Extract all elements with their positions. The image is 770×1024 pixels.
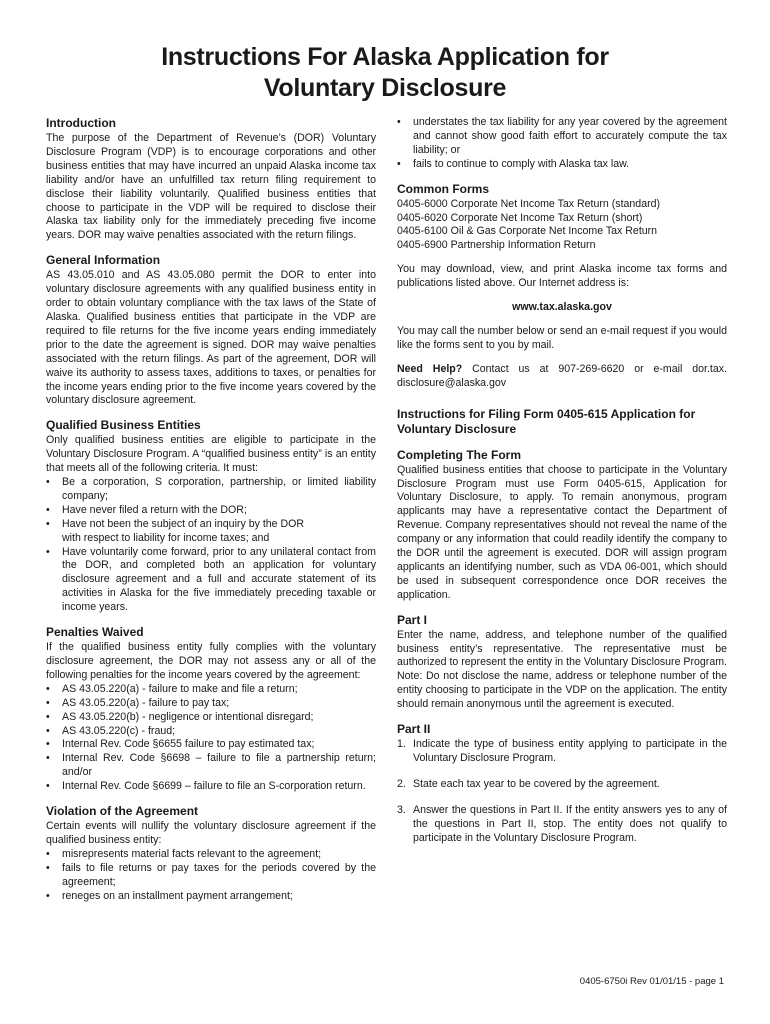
need-help-label: Need Help? [397,362,463,375]
introduction-heading: Introduction [46,116,116,130]
list-item: • Have not been the subject of an inquiry by the DOR [46,518,376,532]
section-violation [46,804,376,903]
list-item: 3. Answer the questions in Part II. If the entity answers yes to any of the questions in Part II, stop. The entity does not qualify to participate in the Voluntary Disclosure Program. [397,803,727,844]
right-column [397,116,727,846]
list-item: • AS 43.05.220(c) - fraud; [46,725,376,739]
form-line: 0405-6100 Oil & Gas Corporate Net Income Tax Return [397,225,658,238]
qualified-entities-text: Only qualified business entities are eligible to participate in the Voluntary Disclosure Program. A “qualified business entity” is an entity that meets all of the following criteria. It must: [46,434,376,475]
penalties-text: If the qualified business entity fully complies with the voluntary disclosure agreement, the DOR may not assess any or all of the following penalties for the income years covered by the agreement: [46,641,376,681]
document-title [0,42,770,104]
form-line: 0405-6000 Corporate Net Income Tax Return (standard) [397,197,661,210]
list-item: • reneges on an installment payment arrangement; [46,890,376,904]
completing-form-heading: Completing The Form [397,447,521,462]
form-line: 0405-6900 Partnership Information Return [397,239,596,252]
list-item: • AS 43.05.220(a) - failure to pay tax; [46,697,376,711]
violation-text: Certain events will nullify the voluntary disclosure agreement if the qualified business entity: [46,820,376,846]
violation-list-continued [397,116,727,172]
list-item: 2. State each tax year to be covered by the agreement. [397,777,660,790]
list-item: • Have never filed a return with the DOR; [46,504,376,518]
download-text: You may download, view, and print Alaska income tax forms and publications listed above. Our Internet address is: [397,263,727,290]
qualified-entities-heading: Qualified Business Entities [46,418,201,433]
part-2-list [397,738,727,845]
filing-instructions-heading: Instructions for Filing Form 0405-615 Application for Voluntary Disclosure [397,406,696,436]
title-line-1: Instructions For Alaska Application for [161,43,609,71]
part-2-heading: Part II [397,722,431,737]
title-line-2: Voluntary Disclosure [263,74,507,102]
list-item: • Internal Rev. Code §6698 – failure to file a partnership return; and/or [46,752,376,780]
list-item: 1. Indicate the type of business entity applying to participate in the Voluntary Disclosure Program. [397,738,727,764]
qualified-criteria-list [46,476,376,615]
website-link[interactable]: www.tax.alaska.gov [512,301,612,314]
page-footer: 0405-6750i Rev 01/01/15 - page 1 [579,976,724,987]
section-penalties-waived [46,625,376,794]
section-part-2 [397,722,727,845]
completing-form-text: Qualified business entities that choose to participate in the Voluntary Disclosure Program must use Form 0405-615, Application for Voluntary Disclosure, to apply. To remain anonymous, program applicants may have a representative contact the Department of Revenue. Company representatives should not reveal the name of the company or any information that could readily identify the company to the DOR until the agreement is executed. DOR will assign program applicants an identifying number, such as VDA 06-001, which should be used in subsequent correspondence once DOR receives the application. [397,463,727,601]
violation-heading: Violation of the Agreement [46,804,199,819]
violation-list [46,848,376,904]
list-item: • AS 43.05.220(b) - negligence or intentional disregard; [46,711,376,725]
penalties-list [46,683,376,794]
part-1-heading: Part I [397,612,428,627]
list-item: • Have voluntarily come forward, prior to any unilateral contact from the DOR, and completed both an application for voluntary disclosure agreement and a full and accurate statement of its activities in Alaska for the five immediately preceding taxable or income years. [46,546,376,616]
list-item: • misrepresents material facts relevant to the agreement; [46,848,376,862]
penalties-heading: Penalties Waived [46,625,144,640]
list-item-continuation: with respect to liability for income taxes; and [62,531,270,544]
call-text: You may call the number below or send an e-mail request if you would like the forms sent to you by mail. [397,324,727,351]
introduction-text: The purpose of the Department of Revenue’s (DOR) Voluntary Disclosure Program (VDP) is to encourage corporations and other business entities that may have incurred an unpaid Alaska income tax liability and/or have an unfulfilled tax return filing requirement to disclose their liability voluntarily. Qualified business entities that choose to participate in the VDP will be required to disclose their Alaska tax liability only for the immediately preceding five income years. DOR may waive penalties associated with the return filings. [46,132,376,242]
common-forms-heading: Common Forms [397,181,490,196]
list-item: • Internal Rev. Code §6655 failure to pay estimated tax; [46,738,376,752]
list-item: • understates the tax liability for any year covered by the agreement and cannot show good faith effort to accurately compute the tax liability; or [397,116,727,158]
list-item: • Internal Rev. Code §6699 – failure to file an S-corporation return. [46,780,376,794]
section-introduction [46,116,376,243]
list-item: • Be a corporation, S corporation, partnership, or limited liability company; [46,476,376,504]
section-general-information [46,253,376,408]
general-information-heading: General Information [46,253,161,268]
general-information-text: AS 43.05.010 and AS 43.05.080 permit the DOR to enter into voluntary disclosure agreements with any qualified business entity in order to obtain voluntary compliance with the tax laws of the State of Alaska. Qualified business entities that participate in the VDP are required to file returns for the five income years ending immediately prior to the date the agreement is signed. DOR may waive penalties associated with the return filings. As part of the agreement, DOR will waive its authority to assess taxes, additions to taxes, or penalties for the income years ending prior to the five income years covered by the voluntary disclosure agreement. [46,269,376,407]
section-part-1 [397,613,727,712]
list-item: • AS 43.05.220(a) - failure to make and file a return; [46,683,376,697]
section-qualified-entities [46,418,376,615]
section-completing-form [397,448,727,603]
part-1-text: Enter the name, address, and telephone number of the qualified business entity’s representative. The representative must be authorized to represent the entity in the Voluntary Disclosure Program. Note: Do not disclose the name, address or telephone number of the entity choosing to participate in the VDP on the application. The entity should remain anonymous until the agreement is executed. [397,628,727,711]
list-item: • fails to continue to comply with Alaska tax law. [397,158,727,172]
need-help-text [397,363,727,391]
need-help-contact: Contact us at 907-269-6620 or e-mail dor.tax. disclosure@alaska.gov [397,362,727,389]
list-item: • fails to file returns or pay taxes for the periods covered by the agreement; [46,862,376,890]
left-column [46,116,376,904]
form-line: 0405-6020 Corporate Net Income Tax Return (short) [397,211,643,224]
section-common-forms [397,182,727,254]
